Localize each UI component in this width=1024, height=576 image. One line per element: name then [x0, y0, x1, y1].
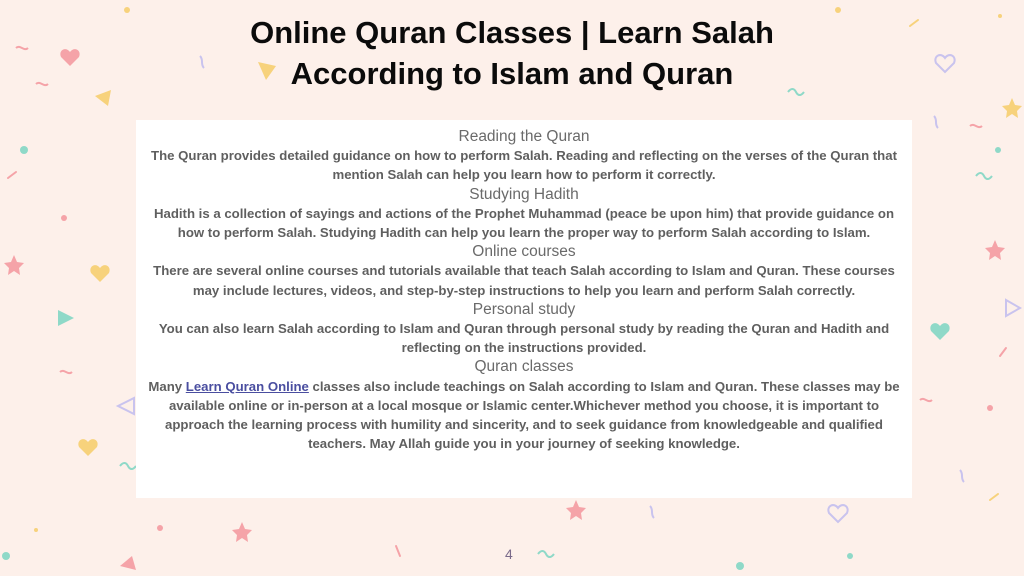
body-text: classes also include teachings on Salah according to Islam and Quran. These classes may be available online or in-person at a local mosque or Islamic center.Whichever method you choose, it is important to approach the learning process with humility and sincerity, and to seek guidance from knowledgeable and qualified teachers. May Allah guide you in your journey of seeking knowledge.	[165, 378, 900, 452]
heart-icon	[828, 505, 847, 522]
triangle-icon	[118, 398, 134, 414]
dot-icon	[847, 553, 853, 559]
body-text: Many	[148, 378, 186, 394]
triangle-icon	[1006, 300, 1020, 316]
learn-quran-online-link[interactable]: Learn Quran Online	[185, 378, 309, 394]
section-heading: Online courses	[472, 243, 576, 261]
heart-icon	[930, 323, 949, 340]
squiggle-icon	[960, 470, 964, 482]
page-number: 4	[505, 546, 513, 562]
dot-icon	[34, 528, 38, 532]
section-heading: Personal study	[472, 300, 576, 318]
star-icon	[566, 500, 586, 520]
title-line-1: Online Quran Classes | Learn Salah	[250, 15, 774, 50]
content-text	[140, 127, 908, 453]
squiggle-icon	[976, 173, 992, 179]
star-icon	[232, 522, 252, 542]
section-body: You can also learn Salah according to Islam and Quran through personal study by reading the Quran and Hadith and reflecting on the instructions provided.	[158, 321, 890, 356]
squiggle-icon	[920, 399, 932, 401]
dot-icon	[20, 146, 28, 154]
dash-icon	[1000, 348, 1006, 356]
heart-icon	[78, 439, 97, 456]
triangle-icon	[120, 556, 136, 570]
dot-icon	[2, 552, 10, 560]
section-body	[140, 377, 908, 454]
dash-icon	[8, 172, 16, 178]
slide-title	[0, 12, 1024, 94]
dot-icon	[987, 405, 993, 411]
dot-icon	[157, 525, 163, 531]
dot-icon	[736, 562, 744, 570]
squiggle-icon	[120, 463, 136, 469]
section-heading: Studying Hadith	[469, 185, 579, 203]
star-icon	[985, 240, 1005, 260]
squiggle-icon	[60, 371, 72, 373]
squiggle-icon	[934, 116, 938, 128]
squiggle-icon	[970, 125, 982, 127]
dash-icon	[396, 546, 400, 556]
dot-icon	[995, 147, 1001, 153]
dot-icon	[61, 215, 67, 221]
section-heading: Quran classes	[474, 358, 574, 376]
section-body: Hadith is a collection of sayings and actions of the Prophet Muhammad (peace be upon him) that provide guidance on how to perform Salah. Studying Hadith can help you learn the proper way to perform Salah according to Islam.	[153, 205, 895, 241]
section-body: There are several online courses and tutorials available that teach Salah according to Islam and Quran. These courses may include lectures, videos, and step-by-step instructions to help you learn and perform Salah correctly.	[153, 263, 895, 298]
squiggle-icon	[538, 551, 554, 557]
dash-icon	[990, 494, 998, 500]
triangle-icon	[58, 310, 74, 326]
title-line-2: According to Islam and Quran	[290, 56, 734, 91]
star-icon	[4, 255, 24, 275]
section-heading: Reading the Quran	[458, 128, 590, 145]
squiggle-icon	[650, 506, 654, 518]
heart-icon	[90, 265, 109, 282]
section-body: The Quran provides detailed guidance on how to perform Salah. Reading and reflecting on the verses of the Quran that mention Salah can help you learn how to perform it correctly.	[151, 148, 897, 183]
star-icon	[1002, 98, 1022, 118]
